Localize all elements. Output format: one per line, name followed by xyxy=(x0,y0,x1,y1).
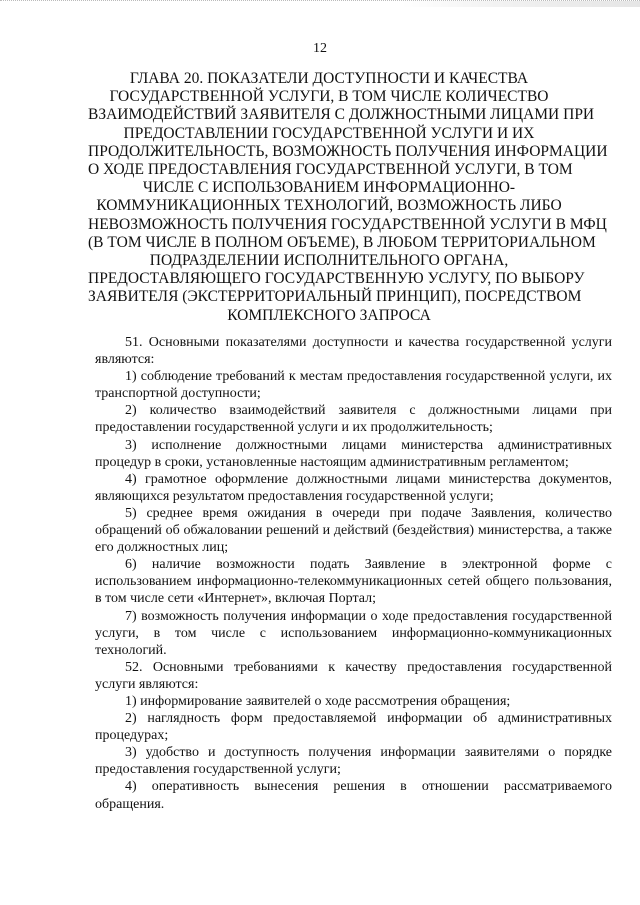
paragraph-52-intro: 52. Основными требованиями к качеству предоставления государственной услуги являются: xyxy=(95,659,612,692)
heading-line: ВЗАИМОДЕЙСТВИЙ ЗАЯВИТЕЛЯ С ДОЛЖНОСТНЫМИ ЛИЦАМИ ПРИ xyxy=(88,106,595,124)
scan-edge xyxy=(0,0,640,11)
heading-line: КОММУНИКАЦИОННЫХ ТЕХНОЛОГИЙ, ВОЗМОЖНОСТЬ ЛИБО xyxy=(96,197,562,215)
list-item: 4) оперативность вынесения решения в отношении рассматриваемого обращения. xyxy=(95,779,612,812)
list-item: 5) среднее время ожидания в очереди при подаче Заявления, количество обращений об обжаловании решений и действий (бездействия) министерства, а также его должностных лиц; xyxy=(95,505,612,556)
heading-line: ГЛАВА 20. ПОКАЗАТЕЛИ ДОСТУПНОСТИ И КАЧЕСТВА xyxy=(129,70,529,87)
heading-line: ЗАЯВИТЕЛЯ (ЭКСТЕРРИТОРИАЛЬНЫЙ ПРИНЦИП), ПОСРЕДСТВОМ xyxy=(88,288,582,306)
body-text xyxy=(95,334,612,813)
heading-line: (В ТОМ ЧИСЛЕ В ПОЛНОМ ОБЪЕМЕ), В ЛЮБОМ ТЕРРИТОРИАЛЬНОМ xyxy=(88,233,596,251)
list-item: 2) количество взаимодействий заявителя с должностными лицами при предоставлении государственной услуги и их продолжительность; xyxy=(95,403,612,436)
list-item: 4) грамотное оформление должностными лицами министерства документов, являющихся результатом предоставления государственной услуги; xyxy=(95,471,612,504)
list-item: 7) возможность получения информации о ходе предоставления государственной услуги, в том числе с использованием информационно-коммуникационных технологий. xyxy=(95,608,612,658)
list-item: 1) информирование заявителей о ходе рассмотрения обращения; xyxy=(125,693,511,709)
page-number: 12 xyxy=(313,41,327,56)
list-item: 3) исполнение должностными лицами министерства административных процедур в сроки, установленные настоящим административным регламентом; xyxy=(95,437,612,470)
heading-line: ПОДРАЗДЕЛЕНИИ ИСПОЛНИТЕЛЬНОГО ОРГАНА, xyxy=(149,252,509,270)
heading-line: ГОСУДАРСТВЕННОЙ УСЛУГИ, В ТОМ ЧИСЛЕ КОЛИЧЕСТВО xyxy=(109,88,549,106)
heading-line: ПРОДОЛЖИТЕЛЬНОСТЬ, ВОЗМОЖНОСТЬ ПОЛУЧЕНИЯ ИНФОРМАЦИИ xyxy=(88,142,608,160)
heading-line: ПРЕДОСТАВЛЯЮЩЕГО ГОСУДАРСТВЕННУЮ УСЛУГУ, ПО ВЫБОРУ xyxy=(88,270,585,288)
heading-line: ЧИСЛЕ С ИСПОЛЬЗОВАНИЕМ ИНФОРМАЦИОННО- xyxy=(142,179,516,197)
list-item: 3) удобство и доступность получения информации заявителями о порядке предоставления государственной услуги; xyxy=(95,745,612,778)
heading-line: О ХОДЕ ПРЕДОСТАВЛЕНИЯ ГОСУДАРСТВЕННОЙ УСЛУГИ, В ТОМ xyxy=(88,161,573,179)
paragraph-51-intro: 51. Основными показателями доступности и качества государственной услуги являются: xyxy=(95,335,612,368)
list-item: 1) соблюдение требований к местам предоставления государственной услуги, их транспортной доступности; xyxy=(95,369,612,402)
heading-line: НЕВОЗМОЖНОСТЬ ПОЛУЧЕНИЯ ГОСУДАРСТВЕННОЙ УСЛУГИ В МФЦ xyxy=(88,215,607,233)
heading-line: ПРЕДОСТАВЛЕНИИ ГОСУДАРСТВЕННОЙ УСЛУГИ И ИХ xyxy=(123,124,535,142)
list-item: 6) наличие возможности подать Заявление в электронной форме с использованием информационно-телекоммуникационных сетей общего пользования, в том числе сети «Интернет», включая Портал; xyxy=(95,557,612,607)
heading-line: КОМПЛЕКСНОГО ЗАПРОСА xyxy=(227,306,431,324)
list-item: 2) наглядность форм предоставляемой информации об административных процедурах; xyxy=(95,711,612,744)
chapter-heading xyxy=(88,70,608,325)
